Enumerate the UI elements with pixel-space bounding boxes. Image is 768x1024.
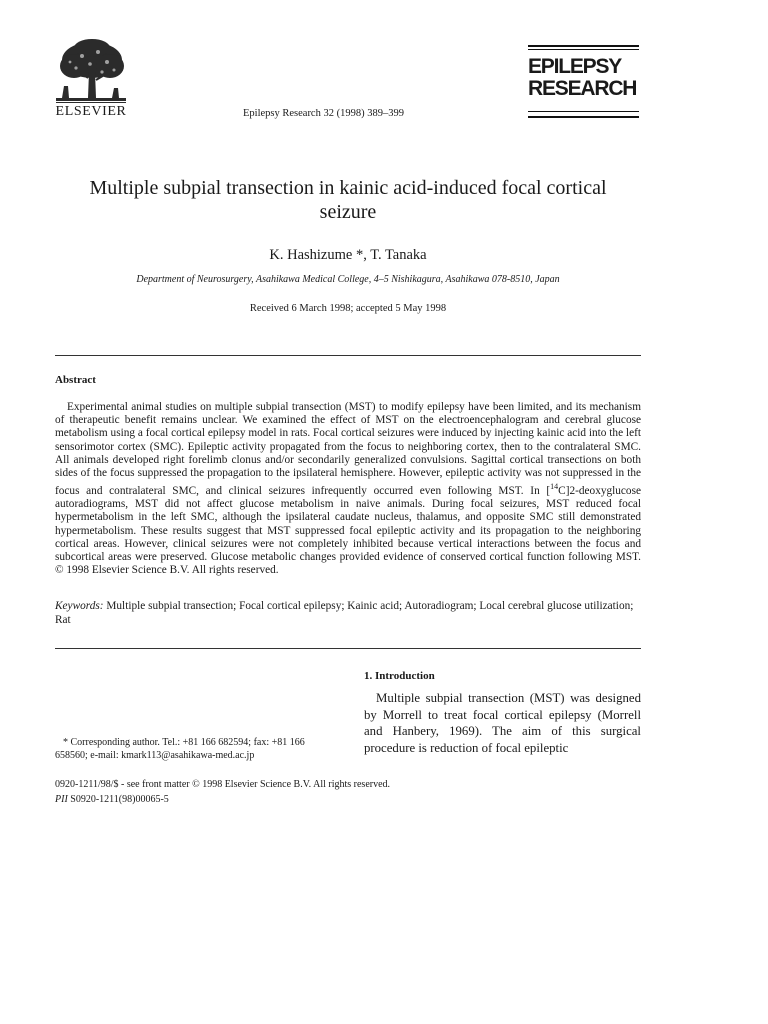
introduction-text: Multiple subpial transection (MST) was designed by Morrell to treat focal cortical epilepsy (Morrell and Hanbery, 1969). The aim of this surgical procedure is reduction of focal epileptic xyxy=(364,691,641,755)
pii-line xyxy=(55,794,169,805)
issn-copyright: 0920-1211/98/$ - see front matter © 1998 Elsevier Science B.V. All rights reserved. xyxy=(55,779,391,790)
pii-label: PII xyxy=(55,794,68,805)
keywords-label: Keywords: xyxy=(55,600,104,612)
publisher-name: ELSEVIER xyxy=(55,104,127,119)
article-title: Multiple subpial transection in kainic acid-induced focal cortical seizure xyxy=(89,177,607,223)
corresponding-author-footnote: * Corresponding author. Tel.: +81 166 682594; fax: +81 166 658560; e-mail: kmark113@asahikawa-med.ac.jp xyxy=(55,737,305,761)
section-divider xyxy=(55,355,641,356)
journal-citation: Epilepsy Research 32 (1998) 389–399 xyxy=(243,108,404,119)
abstract-text-part: Experimental animal studies on multiple subpial transection (MST) to modify epilepsy have been limited, and its mechanism of therapeutic benefit remains unclear. We examined the effect of MST on the electroencephalogram and cerebral glucose metabolism using a focal cortical epilepsy model in rats. Focal cortical seizures were induced by injecting kainic acid into the left sensorimotor cortex (SMC). Epileptic activity propagated from the focus to neighboring cortex, then to the contralateral SMC. All animals developed right forelimb clonus and/or secondarily generalized convulsions. Sagittal cortical transections on both sides of the focus suppressed the propagation to the ipsilateral hemisphere. However, epileptic activity was not suppressed in the focus and contralateral SMC, and clinical seizures infrequently occurred even following MST. In [ xyxy=(55,401,641,497)
keywords-list: Multiple subpial transection; Focal cortical epilepsy; Kainic acid; Autoradiogram; Local cerebral glucose utilization; Rat xyxy=(55,600,634,626)
abstract-text-part: C]2-deoxyglucose autoradiograms, MST did not affect glucose metabolism in naive animals. During focal seizures, MST reduced focal hypermetabolism in the left SMC, although the ipsilateral caudate nucleus, thalamus, and opposite SMC still demonstrated hypermetabolism. These results suggest that MST suppressed focal epileptic activity and its propagation to the neighboring cortical areas. However, clinical seizures were not completely inhibited because vertical interactions between the focus and subcortical areas were preserved. Glucose metabolic changes provided evidence of conserved cortical function following MST. © 1998 Elsevier Science B.V. All rights reserved. xyxy=(55,484,641,577)
author-affiliation: Department of Neurosurgery, Asahikawa Medical College, 4–5 Nishikagura, Asahikawa 078-8510, Japan xyxy=(136,274,560,285)
keywords xyxy=(55,599,641,627)
journal-name xyxy=(528,56,642,100)
abstract-text xyxy=(55,401,641,577)
abstract-heading: Abstract xyxy=(55,374,96,386)
elsevier-tree-logo xyxy=(52,38,130,106)
journal-rule xyxy=(528,111,639,112)
received-dates: Received 6 March 1998; accepted 5 May 1998 xyxy=(249,303,447,314)
section-divider xyxy=(55,648,641,649)
journal-rule xyxy=(528,49,639,50)
journal-name-line: RESEARCH xyxy=(528,77,637,100)
isotope-superscript: 14 xyxy=(550,482,559,492)
journal-rule xyxy=(528,45,639,47)
introduction-heading: 1. Introduction xyxy=(364,670,435,682)
journal-name-line: EPILEPSY xyxy=(528,55,622,78)
journal-rule xyxy=(528,116,639,118)
article-authors: K. Hashizume *, T. Tanaka xyxy=(269,247,427,263)
pii-value: S0920-1211(98)00065-5 xyxy=(70,794,169,805)
